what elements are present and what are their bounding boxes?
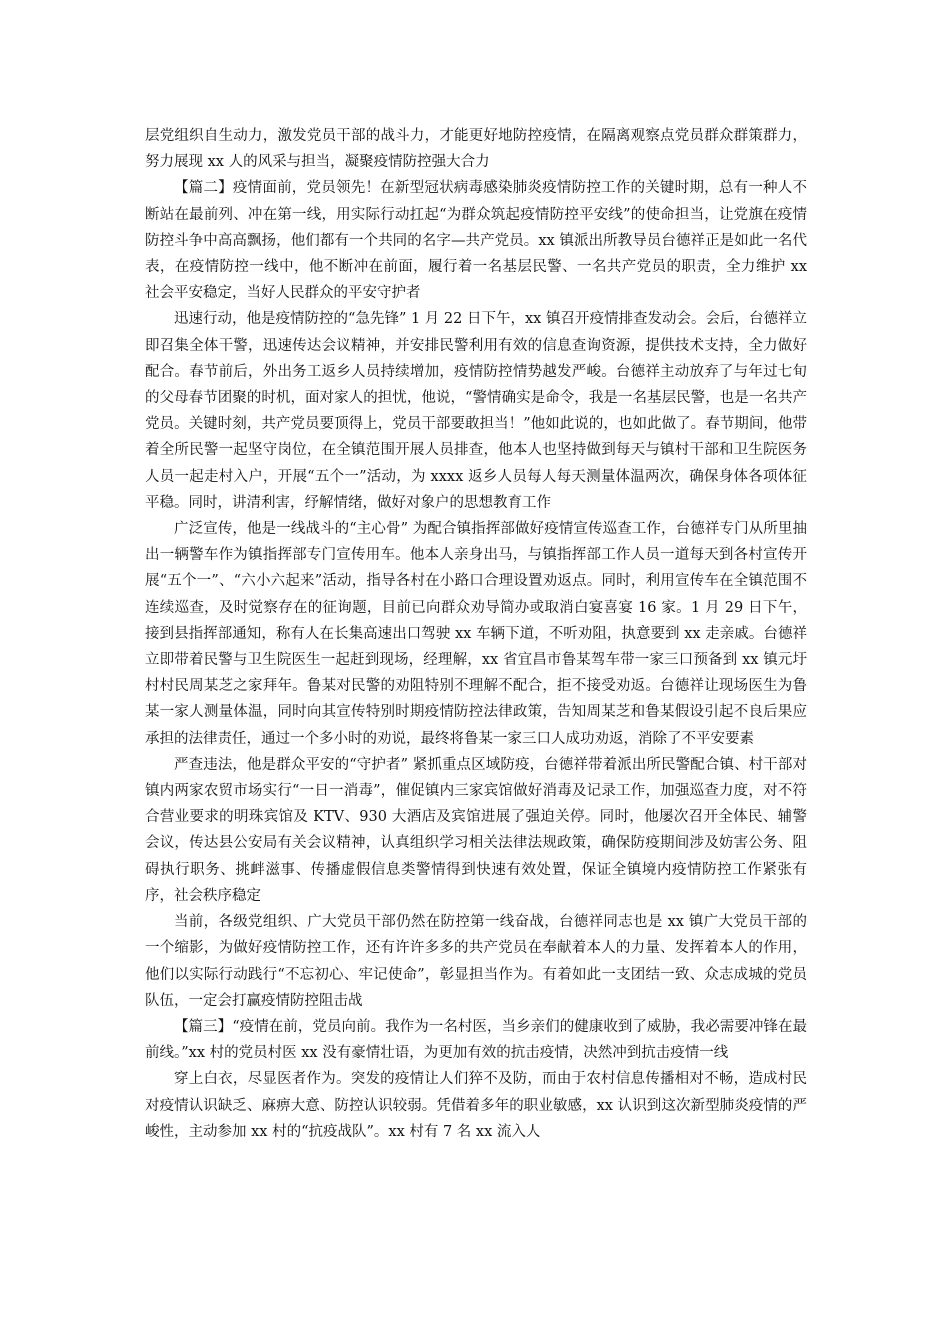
paragraph-rapid-action: 迅速行动，他是疫情防控的“急先锋” 1 月 22 日下午，xx 镇召开疫情排查发动会。会后，台德祥立即召集全体干警，迅速传达会议精神，并安排民警利用有效的信息查询资源，提供技术支持，全力做好配合。春节前后，外出务工返乡人员持续增加，疫情防控情势越发严峻。台德祥主动放弃了与年过七旬的父母春节团聚的时机，面对家人的担忧，他说，“警情确实是命令，我是一名基层民警，也是一名共产党员。关键时刻，共产党员要顶得上，党员干部要敢担当！”他如此说的，也如此做了。春节期间，他带着全所民警一起坚守岗位，在全镇范围开展人员排查，他本人也坚持做到每天与镇村干部和卫生院医务人员一起走村入户，开展“五个一”活动，为 xxxx 返乡人员每人每天测量体温两次，确保身体各项体征平稳。同时，讲清利害，纾解情绪，做好对象户的思想教育工作 [145,311,807,511]
document-page [145,123,807,1145]
paragraph-part-two-intro: 【篇二】疫情面前，党员领先！在新型冠状病毒感染肺炎疫情防控工作的关键时期，总有一种人不断站在最前列、冲在第一线，用实际行动扛起“为群众筑起疫情防控平安线”的使命担当，让党旗在疫情防控斗争中高高飘扬，他们都有一个共同的名字—共产党员。xx 镇派出所教导员台德祥正是如此一名代表，在疫情防控一线中，他不断冲在前面，履行着一名基层民警、一名共产党员的职责，全力维护 xx 社会平安稳定，当好人民群众的平安守护者 [145,180,807,302]
paragraph-continuation: 层党组织自生动力，激发党员干部的战斗力，才能更好地防控疫情，在隔离观察点党员群众群策群力，努力展现 xx 人的风采与担当，凝聚疫情防控强大合力 [145,128,807,171]
paragraph-publicity: 广泛宣传，他是一线战斗的“主心骨” 为配合镇指挥部做好疫情宣传巡查工作，台德祥专门从所里抽出一辆警车作为镇指挥部专门宣传用车。他本人亲身出马，与镇指挥部工作人员一道每天到各村宣传开展“五个一”、“六小六起来”活动，指导各村在小路口合理设置劝返点。同时，利用宣传车在全镇范围不连续巡查，及时觉察存在的征询题，目前已向群众劝导简办或取消白宴喜宴 16 家。1 月 29 日下午，接到县指挥部通知，称有人在长集高速出口驾驶 xx 车辆下道，不听劝阻，执意要到 xx 走亲戚。台德祥立即带着民警与卫生院医生一起赶到现场，经理解，xx 省宜昌市鲁某驾车带一家三口预备到 xx 镇元圩村村民周某芝之家拜年。鲁某对民警的劝阻特别不理解不配合，拒不接受劝返。台德祥让现场医生为鲁某一家人测量体温，同时向其宣传特别时期疫情防控法律政策，告知周某芝和鲁某假设引起不良后果应承担的法律责任，通过一个多小时的劝说，最终将鲁某一家三口人成功劝返，消除了不平安要素 [145,521,807,747]
paragraph-part-three-intro: 【篇三】“疫情在前，党员向前。我作为一名村医，当乡亲们的健康收到了威胁，我必需要冲锋在最前线。”xx 村的党员村医 xx 没有豪情壮语，为更加有效的抗击疫情，决然冲到抗击疫情一线 [145,1018,807,1062]
paragraph-summary: 当前，各级党组织、广大党员干部仍然在防控第一线奋战，台德祥同志也是 xx 镇广大党员干部的一个缩影，为做好疫情防控工作，还有许许多多的共产党员在奉献着本人的力量、发挥着本人的作用，他们以实际行动践行“不忘初心、牢记使命”，彰显担当作为。有着如此一支团结一致、众志成城的党员队伍，一定会打赢疫情防控阻击战 [145,914,807,1009]
paragraph-enforcement: 严查违法，他是群众平安的“守护者” 紧抓重点区域防疫，台德祥带着派出所民警配合镇、村干部对镇内两家农贸市场实行“一日一消毒”，催促镇内三家宾馆做好消毒及记录工作，加强巡查力度，对不符合营业要求的明珠宾馆及 KTV、930 大酒店及宾馆进展了强迫关停。同时，他屡次召开全体民、辅警会议，传达县公安局有关会议精神，认真组织学习相关法律法规政策，确保防疫期间涉及妨害公务、阻碍执行职务、挑衅滋事、传播虚假信息类警情得到快速有效处置，保证全镇境内疫情防控工作紧张有序，社会秩序稳定 [145,756,807,904]
paragraph-white-coat: 穿上白衣，尽显医者作为。突发的疫情让人们猝不及防，而由于农村信息传播相对不畅，造成村民对疫情认识缺乏、麻痹大意、防控认识较弱。凭借着多年的职业敏感，xx 认识到这次新型肺炎疫情的严峻性，主动参加 xx 村的“抗疫战队”。xx 村有 7 名 xx 流入人 [145,1071,807,1140]
